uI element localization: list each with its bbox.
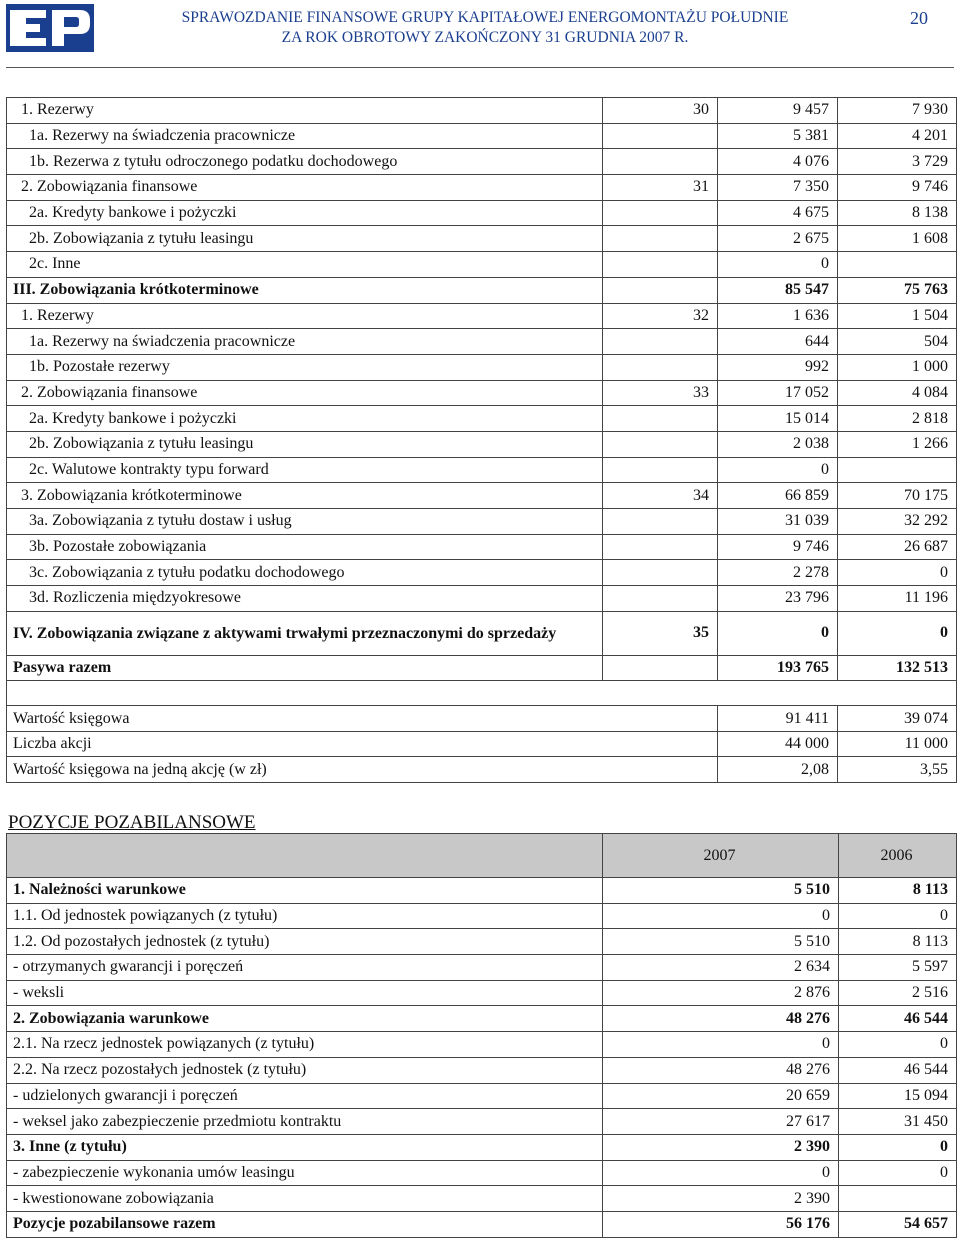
row-value-2007: 23 796 — [718, 586, 838, 612]
row-value-2007: 2 278 — [718, 560, 838, 586]
row-note — [603, 509, 718, 535]
row-note — [603, 354, 718, 380]
page-header — [0, 0, 960, 70]
row-label: 2. Zobowiązania warunkowe — [7, 1006, 603, 1032]
row-value-2006: 1 504 — [838, 303, 957, 329]
row-note: 30 — [603, 98, 718, 124]
row-label: - kwestionowane zobowiązania — [7, 1186, 603, 1212]
row-label: - weksli — [7, 980, 603, 1006]
row-label: Liczba akcji — [7, 731, 718, 757]
row-value-2006: 504 — [838, 329, 957, 355]
company-logo — [6, 4, 94, 52]
row-value-2007: 20 659 — [603, 1083, 839, 1109]
table-row — [7, 431, 957, 457]
row-value-2006: 5 597 — [839, 955, 957, 981]
row-value-2006: 4 084 — [838, 380, 957, 406]
row-note: 33 — [603, 380, 718, 406]
row-value-2007: 9 457 — [718, 98, 838, 124]
row-label: 2a. Kredyty bankowe i pożyczki — [7, 200, 603, 226]
row-value-2006: 11 196 — [838, 586, 957, 612]
row-label: - zabezpieczenie wykonania umów leasingu — [7, 1160, 603, 1186]
row-label: Pasywa razem — [7, 655, 603, 681]
column-header-2007: 2007 — [603, 834, 839, 878]
page-number: 20 — [910, 8, 928, 28]
table-row — [7, 329, 957, 355]
row-value-2007: 7 350 — [718, 175, 838, 201]
row-label: - weksel jako zabezpieczenie przedmiotu kontraktu — [7, 1109, 603, 1135]
row-note — [603, 586, 718, 612]
off-balance-table — [6, 833, 957, 1238]
table-row — [7, 509, 957, 535]
table-row — [7, 149, 957, 175]
row-note — [603, 252, 718, 278]
row-label: 2c. Walutowe kontrakty typu forward — [7, 457, 603, 483]
table-row — [7, 123, 957, 149]
row-value-2007: 2 876 — [603, 980, 839, 1006]
table-row — [7, 560, 957, 586]
row-note — [603, 329, 718, 355]
row-value-2007: 2 038 — [718, 431, 838, 457]
row-label: 3c. Zobowiązania z tytułu podatku dochodowego — [7, 560, 603, 586]
off-balance-header-row — [7, 834, 957, 878]
row-label: 2a. Kredyty bankowe i pożyczki — [7, 406, 603, 432]
row-note — [603, 277, 718, 303]
row-note: 35 — [603, 611, 718, 655]
table-row — [7, 1006, 957, 1032]
row-label: - otrzymanych gwarancji i poręczeń — [7, 955, 603, 981]
row-value-2007: 5 381 — [718, 123, 838, 149]
row-value-2007: 5 510 — [603, 878, 839, 904]
row-label: 1a. Rezerwy na świadczenia pracownicze — [7, 329, 603, 355]
row-value-2007: 2 634 — [603, 955, 839, 981]
row-note — [603, 560, 718, 586]
row-note: 32 — [603, 303, 718, 329]
row-value-2006: 7 930 — [838, 98, 957, 124]
row-value-2007: 992 — [718, 354, 838, 380]
row-value-2007: 2 390 — [603, 1134, 839, 1160]
row-label: 3. Zobowiązania krótkoterminowe — [7, 483, 603, 509]
row-value-2007: 85 547 — [718, 277, 838, 303]
table-row — [7, 731, 957, 757]
table-row — [7, 200, 957, 226]
row-value-2007: 2,08 — [718, 757, 838, 783]
table-row — [7, 757, 957, 783]
row-value-2006: 31 450 — [839, 1109, 957, 1135]
row-value-2007: 27 617 — [603, 1109, 839, 1135]
spacer-row — [7, 681, 957, 706]
row-label: 3b. Pozostałe zobowiązania — [7, 534, 603, 560]
table-row — [7, 1083, 957, 1109]
row-value-2006: 9 746 — [838, 175, 957, 201]
row-value-2006: 39 074 — [838, 706, 957, 732]
report-title-line2: ZA ROK OBROTOWY ZAKOŃCZONY 31 GRUDNIA 2007 R. — [281, 29, 689, 46]
row-label: Pozycje pozabilansowe razem — [7, 1211, 603, 1237]
table-row — [7, 534, 957, 560]
row-value-2006: 2 818 — [838, 406, 957, 432]
row-value-2006: 0 — [839, 1032, 957, 1058]
row-value-2006: 132 513 — [838, 655, 957, 681]
row-label: Wartość księgowa na jedną akcję (w zł) — [7, 757, 718, 783]
row-label: 1a. Rezerwy na świadczenia pracownicze — [7, 123, 603, 149]
table-row — [7, 457, 957, 483]
row-value-2007: 9 746 — [718, 534, 838, 560]
row-label: 3. Inne (z tytułu) — [7, 1134, 603, 1160]
row-value-2007: 66 859 — [718, 483, 838, 509]
table-row — [7, 98, 957, 124]
row-value-2007: 5 510 — [603, 929, 839, 955]
row-note: 34 — [603, 483, 718, 509]
row-label: 2.2. Na rzecz pozostałych jednostek (z tytułu) — [7, 1057, 603, 1083]
table-row — [7, 406, 957, 432]
row-value-2006: 11 000 — [838, 731, 957, 757]
table-row — [7, 1032, 957, 1058]
row-label: 2.1. Na rzecz jednostek powiązanych (z tytułu) — [7, 1032, 603, 1058]
row-value-2006 — [838, 457, 957, 483]
row-value-2007: 15 014 — [718, 406, 838, 432]
row-note — [603, 123, 718, 149]
row-value-2006: 15 094 — [839, 1083, 957, 1109]
row-value-2007: 48 276 — [603, 1057, 839, 1083]
row-label: III. Zobowiązania krótkoterminowe — [7, 277, 603, 303]
row-value-2007: 2 390 — [603, 1186, 839, 1212]
row-value-2007: 1 636 — [718, 303, 838, 329]
row-value-2007: 0 — [718, 611, 838, 655]
row-label: 1.1. Od jednostek powiązanych (z tytułu) — [7, 903, 603, 929]
row-value-2006 — [839, 1186, 957, 1212]
row-value-2006: 46 544 — [839, 1057, 957, 1083]
row-value-2006: 4 201 — [838, 123, 957, 149]
row-note — [603, 149, 718, 175]
row-note — [603, 431, 718, 457]
table-row — [7, 706, 957, 732]
table-row — [7, 380, 957, 406]
row-label: 3a. Zobowiązania z tytułu dostaw i usług — [7, 509, 603, 535]
row-value-2007: 644 — [718, 329, 838, 355]
row-value-2007: 44 000 — [718, 731, 838, 757]
row-value-2006: 1 608 — [838, 226, 957, 252]
row-value-2007: 0 — [603, 1032, 839, 1058]
row-label: 1b. Rezerwa z tytułu odroczonego podatku dochodowego — [7, 149, 603, 175]
row-value-2006: 3 729 — [838, 149, 957, 175]
column-header-2006: 2006 — [839, 834, 957, 878]
row-value-2007: 4 675 — [718, 200, 838, 226]
row-value-2006: 8 113 — [839, 929, 957, 955]
table-row — [7, 226, 957, 252]
row-value-2007: 56 176 — [603, 1211, 839, 1237]
row-label: 2b. Zobowiązania z tytułu leasingu — [7, 226, 603, 252]
row-value-2006: 0 — [839, 1134, 957, 1160]
row-value-2006: 0 — [839, 903, 957, 929]
row-label: 2. Zobowiązania finansowe — [7, 380, 603, 406]
row-value-2006 — [838, 252, 957, 278]
table-row — [7, 980, 957, 1006]
row-label: 1. Należności warunkowe — [7, 878, 603, 904]
table-row — [7, 955, 957, 981]
table-row — [7, 1057, 957, 1083]
row-value-2006: 1 266 — [838, 431, 957, 457]
row-note — [603, 655, 718, 681]
liabilities-table — [6, 97, 957, 783]
table-row — [7, 277, 957, 303]
row-label: 2. Zobowiązania finansowe — [7, 175, 603, 201]
row-value-2007: 0 — [603, 903, 839, 929]
row-value-2006: 54 657 — [839, 1211, 957, 1237]
row-note: 31 — [603, 175, 718, 201]
row-value-2006: 8 113 — [839, 878, 957, 904]
table-row — [7, 483, 957, 509]
table-row — [7, 878, 957, 904]
row-value-2006: 46 544 — [839, 1006, 957, 1032]
table-row — [7, 1186, 957, 1212]
report-title-line1: SPRAWOZDANIE FINANSOWE GRUPY KAPITAŁOWEJ ENERGOMONTAŻU POŁUDNIE — [181, 9, 789, 26]
row-value-2007: 4 076 — [718, 149, 838, 175]
row-label: 2b. Zobowiązania z tytułu leasingu — [7, 431, 603, 457]
row-value-2007: 2 675 — [718, 226, 838, 252]
table-row — [7, 655, 957, 681]
row-note — [603, 406, 718, 432]
row-value-2006: 32 292 — [838, 509, 957, 535]
row-value-2007: 17 052 — [718, 380, 838, 406]
row-value-2007: 0 — [603, 1160, 839, 1186]
row-note — [603, 534, 718, 560]
row-value-2007: 48 276 — [603, 1006, 839, 1032]
section-title-off-balance: POZYCJE POZABILANSOWE — [8, 812, 256, 833]
row-value-2006: 2 516 — [839, 980, 957, 1006]
table-row — [7, 1134, 957, 1160]
row-label: IV. Zobowiązania związane z aktywami trwałymi przeznaczonymi do sprzedaży — [7, 611, 603, 655]
row-value-2006: 1 000 — [838, 354, 957, 380]
row-label: 1b. Pozostałe rezerwy — [7, 354, 603, 380]
row-label: 1.2. Od pozostałych jednostek (z tytułu) — [7, 929, 603, 955]
row-value-2007: 193 765 — [718, 655, 838, 681]
table-row — [7, 586, 957, 612]
report-title — [120, 8, 850, 48]
table-row — [7, 929, 957, 955]
spacer-cell — [7, 681, 957, 706]
row-note — [603, 200, 718, 226]
row-value-2006: 75 763 — [838, 277, 957, 303]
table-row — [7, 354, 957, 380]
row-label: - udzielonych gwarancji i poręczeń — [7, 1083, 603, 1109]
row-value-2006: 0 — [838, 611, 957, 655]
row-value-2007: 0 — [718, 457, 838, 483]
table-row — [7, 303, 957, 329]
row-note — [603, 226, 718, 252]
row-value-2006: 0 — [839, 1160, 957, 1186]
row-label: 3d. Rozliczenia międzyokresowe — [7, 586, 603, 612]
row-note — [603, 457, 718, 483]
row-label: 1. Rezerwy — [7, 98, 603, 124]
table-row — [7, 1160, 957, 1186]
row-label: 1. Rezerwy — [7, 303, 603, 329]
row-label: 2c. Inne — [7, 252, 603, 278]
table-row — [7, 252, 957, 278]
row-value-2007: 91 411 — [718, 706, 838, 732]
header-divider — [6, 67, 954, 68]
row-value-2006: 0 — [838, 560, 957, 586]
table-row — [7, 175, 957, 201]
row-label: Wartość księgowa — [7, 706, 718, 732]
row-value-2006: 26 687 — [838, 534, 957, 560]
table-row — [7, 611, 957, 655]
row-value-2006: 3,55 — [838, 757, 957, 783]
table-row — [7, 1211, 957, 1237]
row-value-2006: 8 138 — [838, 200, 957, 226]
row-value-2007: 31 039 — [718, 509, 838, 535]
header-cell-blank — [7, 834, 603, 878]
row-value-2006: 70 175 — [838, 483, 957, 509]
table-row — [7, 1109, 957, 1135]
row-value-2007: 0 — [718, 252, 838, 278]
table-row — [7, 903, 957, 929]
